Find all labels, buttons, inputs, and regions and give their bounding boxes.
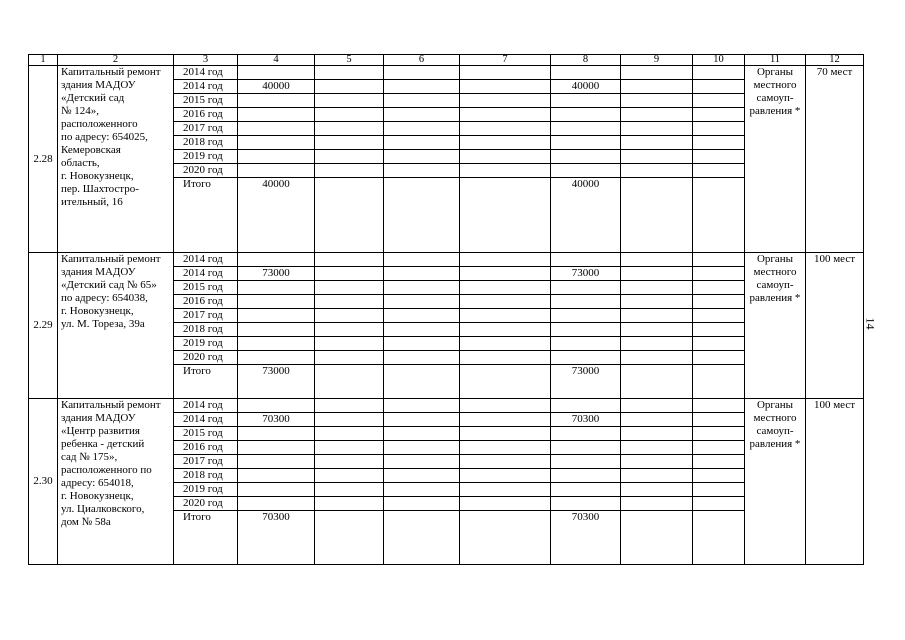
amount-col9 (621, 441, 693, 455)
amount-col8 (551, 150, 621, 164)
amount-col5 (315, 108, 384, 122)
amount-col9 (621, 108, 693, 122)
amount-col7 (460, 281, 551, 295)
amount-col6 (384, 253, 460, 267)
amount-col10 (693, 323, 745, 337)
amount-col4 (238, 483, 315, 497)
item-number: 2.29 (29, 253, 58, 399)
amount-col4 (238, 94, 315, 108)
total-col6 (384, 511, 460, 565)
amount-col8 (551, 309, 621, 323)
total-col5 (315, 178, 384, 253)
amount-col10 (693, 309, 745, 323)
amount-col9 (621, 253, 693, 267)
total-col9 (621, 511, 693, 565)
year-cell: 2016 год (174, 441, 238, 455)
amount-col4 (238, 399, 315, 413)
object-line: Кемеровская (61, 144, 121, 156)
amount-col6 (384, 122, 460, 136)
expected-result: 70 мест (806, 66, 864, 253)
amount-col10 (693, 469, 745, 483)
amount-col8 (551, 323, 621, 337)
total-col8: 40000 (551, 178, 621, 253)
amount-col6 (384, 469, 460, 483)
amount-col9 (621, 150, 693, 164)
amount-col5 (315, 337, 384, 351)
amount-col5 (315, 136, 384, 150)
amount-col9 (621, 80, 693, 94)
amount-col5 (315, 122, 384, 136)
object-description (58, 66, 174, 253)
amount-col6 (384, 94, 460, 108)
year-cell: 2020 год (174, 497, 238, 511)
object-description (58, 253, 174, 399)
amount-col9 (621, 483, 693, 497)
object-line: г. Новокузнецк, (61, 170, 134, 182)
total-label: Итого (174, 178, 238, 253)
year-cell: 2017 год (174, 309, 238, 323)
amount-col10 (693, 455, 745, 469)
responsible-line: равления * (749, 105, 801, 117)
total-col9 (621, 365, 693, 399)
total-col8: 73000 (551, 365, 621, 399)
amount-col7 (460, 136, 551, 150)
amount-col8 (551, 66, 621, 80)
amount-col6 (384, 309, 460, 323)
header-cell: 3 (174, 55, 238, 66)
amount-col9 (621, 136, 693, 150)
amount-col10 (693, 136, 745, 150)
object-line: Капитальный ремонт (61, 66, 161, 78)
item-number: 2.30 (29, 399, 58, 565)
header-cell: 8 (551, 55, 621, 66)
amount-col9 (621, 94, 693, 108)
amount-col4 (238, 122, 315, 136)
amount-col5 (315, 441, 384, 455)
amount-col8 (551, 427, 621, 441)
amount-col5 (315, 80, 384, 94)
amount-col8 (551, 164, 621, 178)
amount-col4 (238, 164, 315, 178)
amount-col7 (460, 309, 551, 323)
amount-col8 (551, 455, 621, 469)
amount-col6 (384, 323, 460, 337)
amount-col8: 40000 (551, 80, 621, 94)
amount-col6 (384, 267, 460, 281)
amount-col5 (315, 150, 384, 164)
object-line: Капитальный ремонт (61, 399, 161, 411)
amount-col10 (693, 150, 745, 164)
header-cell: 10 (693, 55, 745, 66)
amount-col8 (551, 441, 621, 455)
responsible-line: равления * (749, 438, 801, 450)
amount-col8 (551, 351, 621, 365)
amount-col8: 73000 (551, 267, 621, 281)
year-cell: 2020 год (174, 164, 238, 178)
amount-col5 (315, 164, 384, 178)
amount-col9 (621, 309, 693, 323)
year-cell: 2018 год (174, 469, 238, 483)
year-cell: 2014 год (174, 66, 238, 80)
amount-col4 (238, 337, 315, 351)
total-col8: 70300 (551, 511, 621, 565)
amount-col7 (460, 497, 551, 511)
amount-col4 (238, 108, 315, 122)
amount-col7 (460, 483, 551, 497)
object-line: дом № 58а (61, 516, 111, 528)
responsible-line: местного (753, 266, 797, 278)
year-cell: 2015 год (174, 94, 238, 108)
total-col7 (460, 178, 551, 253)
amount-col8 (551, 122, 621, 136)
expected-result: 100 мест (806, 399, 864, 565)
amount-col10 (693, 267, 745, 281)
amount-col6 (384, 80, 460, 94)
amount-col7 (460, 399, 551, 413)
amount-col6 (384, 497, 460, 511)
amount-col7 (460, 455, 551, 469)
header-cell: 6 (384, 55, 460, 66)
amount-col10 (693, 295, 745, 309)
amount-col10 (693, 413, 745, 427)
amount-col10 (693, 497, 745, 511)
amount-col10 (693, 483, 745, 497)
object-line: ребенка - детский (61, 438, 145, 450)
responsible-line: равления * (749, 292, 801, 304)
amount-col10 (693, 80, 745, 94)
amount-col5 (315, 253, 384, 267)
amount-col7 (460, 351, 551, 365)
object-description (58, 399, 174, 565)
object-line: № 124», (61, 105, 99, 117)
amount-col10 (693, 253, 745, 267)
amount-col4 (238, 66, 315, 80)
amount-col5 (315, 455, 384, 469)
amount-col6 (384, 295, 460, 309)
amount-col4: 73000 (238, 267, 315, 281)
amount-col7 (460, 66, 551, 80)
amount-col10 (693, 108, 745, 122)
amount-col4 (238, 295, 315, 309)
object-line: ул. М. Тореза, 39а (61, 318, 145, 330)
object-line: «Центр развития (61, 425, 140, 437)
year-cell: 2017 год (174, 455, 238, 469)
amount-col10 (693, 122, 745, 136)
amount-col6 (384, 136, 460, 150)
amount-col5 (315, 267, 384, 281)
year-cell: 2018 год (174, 136, 238, 150)
amount-col7 (460, 164, 551, 178)
amount-col6 (384, 66, 460, 80)
object-line: здания МАДОУ (61, 266, 136, 278)
responsible-line: самоуп- (756, 92, 794, 104)
responsible-body (745, 253, 806, 399)
year-cell: 2019 год (174, 150, 238, 164)
amount-col10 (693, 351, 745, 365)
amount-col9 (621, 66, 693, 80)
amount-col6 (384, 281, 460, 295)
total-col7 (460, 511, 551, 565)
amount-col5 (315, 281, 384, 295)
amount-col7 (460, 295, 551, 309)
year-cell: 2016 год (174, 108, 238, 122)
amount-col4 (238, 427, 315, 441)
amount-col6 (384, 427, 460, 441)
header-cell: 1 (29, 55, 58, 66)
year-cell: 2019 год (174, 337, 238, 351)
page-number: 14 (863, 317, 878, 330)
amount-col4 (238, 253, 315, 267)
total-col4: 70300 (238, 511, 315, 565)
amount-col4 (238, 469, 315, 483)
amount-col5 (315, 483, 384, 497)
amount-col6 (384, 150, 460, 164)
total-col5 (315, 511, 384, 565)
amount-col4 (238, 281, 315, 295)
amount-col6 (384, 483, 460, 497)
amount-col5 (315, 497, 384, 511)
amount-col6 (384, 108, 460, 122)
year-cell: 2014 год (174, 413, 238, 427)
amount-col8 (551, 337, 621, 351)
header-cell: 12 (806, 55, 864, 66)
year-row (29, 253, 864, 267)
header-cell: 9 (621, 55, 693, 66)
amount-col8 (551, 136, 621, 150)
year-row (29, 66, 864, 80)
amount-col10 (693, 337, 745, 351)
object-line: «Детский сад (61, 92, 125, 104)
header-cell: 7 (460, 55, 551, 66)
amount-col7 (460, 337, 551, 351)
amount-col5 (315, 427, 384, 441)
year-cell: 2019 год (174, 483, 238, 497)
object-line: сад № 175», (61, 451, 118, 463)
amount-col5 (315, 469, 384, 483)
total-col7 (460, 365, 551, 399)
amount-col4 (238, 441, 315, 455)
amount-col8 (551, 483, 621, 497)
responsible-line: местного (753, 412, 797, 424)
amount-col10 (693, 427, 745, 441)
year-cell: 2015 год (174, 281, 238, 295)
object-line: здания МАДОУ (61, 412, 136, 424)
amount-col9 (621, 427, 693, 441)
responsible-body (745, 66, 806, 253)
amount-col8 (551, 469, 621, 483)
total-col10 (693, 365, 745, 399)
object-line: г. Новокузнецк, (61, 490, 134, 502)
total-col4: 73000 (238, 365, 315, 399)
amount-col5 (315, 94, 384, 108)
year-cell: 2014 год (174, 399, 238, 413)
amount-col8 (551, 281, 621, 295)
amount-col4 (238, 497, 315, 511)
amount-col4 (238, 323, 315, 337)
amount-col7 (460, 413, 551, 427)
amount-col5 (315, 399, 384, 413)
amount-col8 (551, 253, 621, 267)
total-col9 (621, 178, 693, 253)
object-line: ительный, 16 (61, 196, 123, 208)
amount-col9 (621, 413, 693, 427)
object-line: Капитальный ремонт (61, 253, 161, 265)
amount-col7 (460, 441, 551, 455)
amount-col6 (384, 399, 460, 413)
amount-col4 (238, 351, 315, 365)
total-col5 (315, 365, 384, 399)
amount-col4 (238, 455, 315, 469)
amount-col7 (460, 253, 551, 267)
object-line: область, (61, 157, 100, 169)
total-label: Итого (174, 511, 238, 565)
responsible-body (745, 399, 806, 565)
amount-col6 (384, 455, 460, 469)
responsible-line: Органы (756, 399, 794, 411)
amount-col7 (460, 427, 551, 441)
amount-col8: 70300 (551, 413, 621, 427)
object-line: расположенного (61, 118, 138, 130)
year-cell: 2020 год (174, 351, 238, 365)
amount-col10 (693, 399, 745, 413)
header-cell: 5 (315, 55, 384, 66)
responsible-line: самоуп- (756, 425, 794, 437)
amount-col9 (621, 323, 693, 337)
amount-col9 (621, 267, 693, 281)
amount-col5 (315, 323, 384, 337)
object-line: ул. Циалковского, (61, 503, 145, 515)
amount-col7 (460, 267, 551, 281)
header-cell: 11 (745, 55, 806, 66)
amount-col10 (693, 66, 745, 80)
year-cell: 2016 год (174, 295, 238, 309)
amount-col7 (460, 108, 551, 122)
amount-col6 (384, 164, 460, 178)
year-cell: 2015 год (174, 427, 238, 441)
amount-col5 (315, 351, 384, 365)
object-line: «Детский сад № 65» (61, 279, 157, 291)
amount-col4: 40000 (238, 80, 315, 94)
amount-col10 (693, 281, 745, 295)
responsible-line: Органы (756, 66, 794, 78)
amount-col8 (551, 295, 621, 309)
amount-col9 (621, 469, 693, 483)
amount-col8 (551, 399, 621, 413)
amount-col4: 70300 (238, 413, 315, 427)
amount-col7 (460, 150, 551, 164)
responsible-line: местного (753, 79, 797, 91)
header-cell: 2 (58, 55, 174, 66)
header-row (29, 55, 864, 66)
amount-col4 (238, 150, 315, 164)
amount-col7 (460, 469, 551, 483)
amount-col6 (384, 337, 460, 351)
amount-col4 (238, 136, 315, 150)
total-col6 (384, 365, 460, 399)
amount-col4 (238, 309, 315, 323)
amount-col5 (315, 66, 384, 80)
header-cell: 4 (238, 55, 315, 66)
amount-col7 (460, 323, 551, 337)
amount-col5 (315, 309, 384, 323)
amount-col5 (315, 413, 384, 427)
amount-col8 (551, 497, 621, 511)
amount-col5 (315, 295, 384, 309)
amount-col9 (621, 399, 693, 413)
amount-col6 (384, 413, 460, 427)
expected-result: 100 мест (806, 253, 864, 399)
amount-col6 (384, 441, 460, 455)
object-line: здания МАДОУ (61, 79, 136, 91)
object-line: г. Новокузнецк, (61, 305, 134, 317)
amount-col6 (384, 351, 460, 365)
amount-col9 (621, 455, 693, 469)
amount-col7 (460, 80, 551, 94)
year-cell: 2018 год (174, 323, 238, 337)
amount-col10 (693, 94, 745, 108)
program-table (28, 54, 864, 565)
object-line: адресу: 654018, (61, 477, 134, 489)
amount-col7 (460, 94, 551, 108)
total-col10 (693, 511, 745, 565)
amount-col9 (621, 281, 693, 295)
total-col6 (384, 178, 460, 253)
amount-col8 (551, 94, 621, 108)
amount-col7 (460, 122, 551, 136)
responsible-line: Органы (756, 253, 794, 265)
object-line: по адресу: 654038, (61, 292, 148, 304)
total-label: Итого (174, 365, 238, 399)
year-cell: 2017 год (174, 122, 238, 136)
amount-col9 (621, 351, 693, 365)
year-cell: 2014 год (174, 267, 238, 281)
object-line: пер. Шахтостро- (61, 183, 139, 195)
object-line: по адресу: 654025, (61, 131, 148, 143)
responsible-line: самоуп- (756, 279, 794, 291)
year-cell: 2014 год (174, 80, 238, 94)
amount-col9 (621, 337, 693, 351)
item-number: 2.28 (29, 66, 58, 253)
amount-col10 (693, 164, 745, 178)
amount-col9 (621, 295, 693, 309)
amount-col9 (621, 497, 693, 511)
object-line: расположенного по (61, 464, 152, 476)
amount-col9 (621, 164, 693, 178)
amount-col9 (621, 122, 693, 136)
table-body (29, 55, 864, 565)
total-col10 (693, 178, 745, 253)
year-row (29, 399, 864, 413)
total-col4: 40000 (238, 178, 315, 253)
year-cell: 2014 год (174, 253, 238, 267)
amount-col8 (551, 108, 621, 122)
amount-col10 (693, 441, 745, 455)
